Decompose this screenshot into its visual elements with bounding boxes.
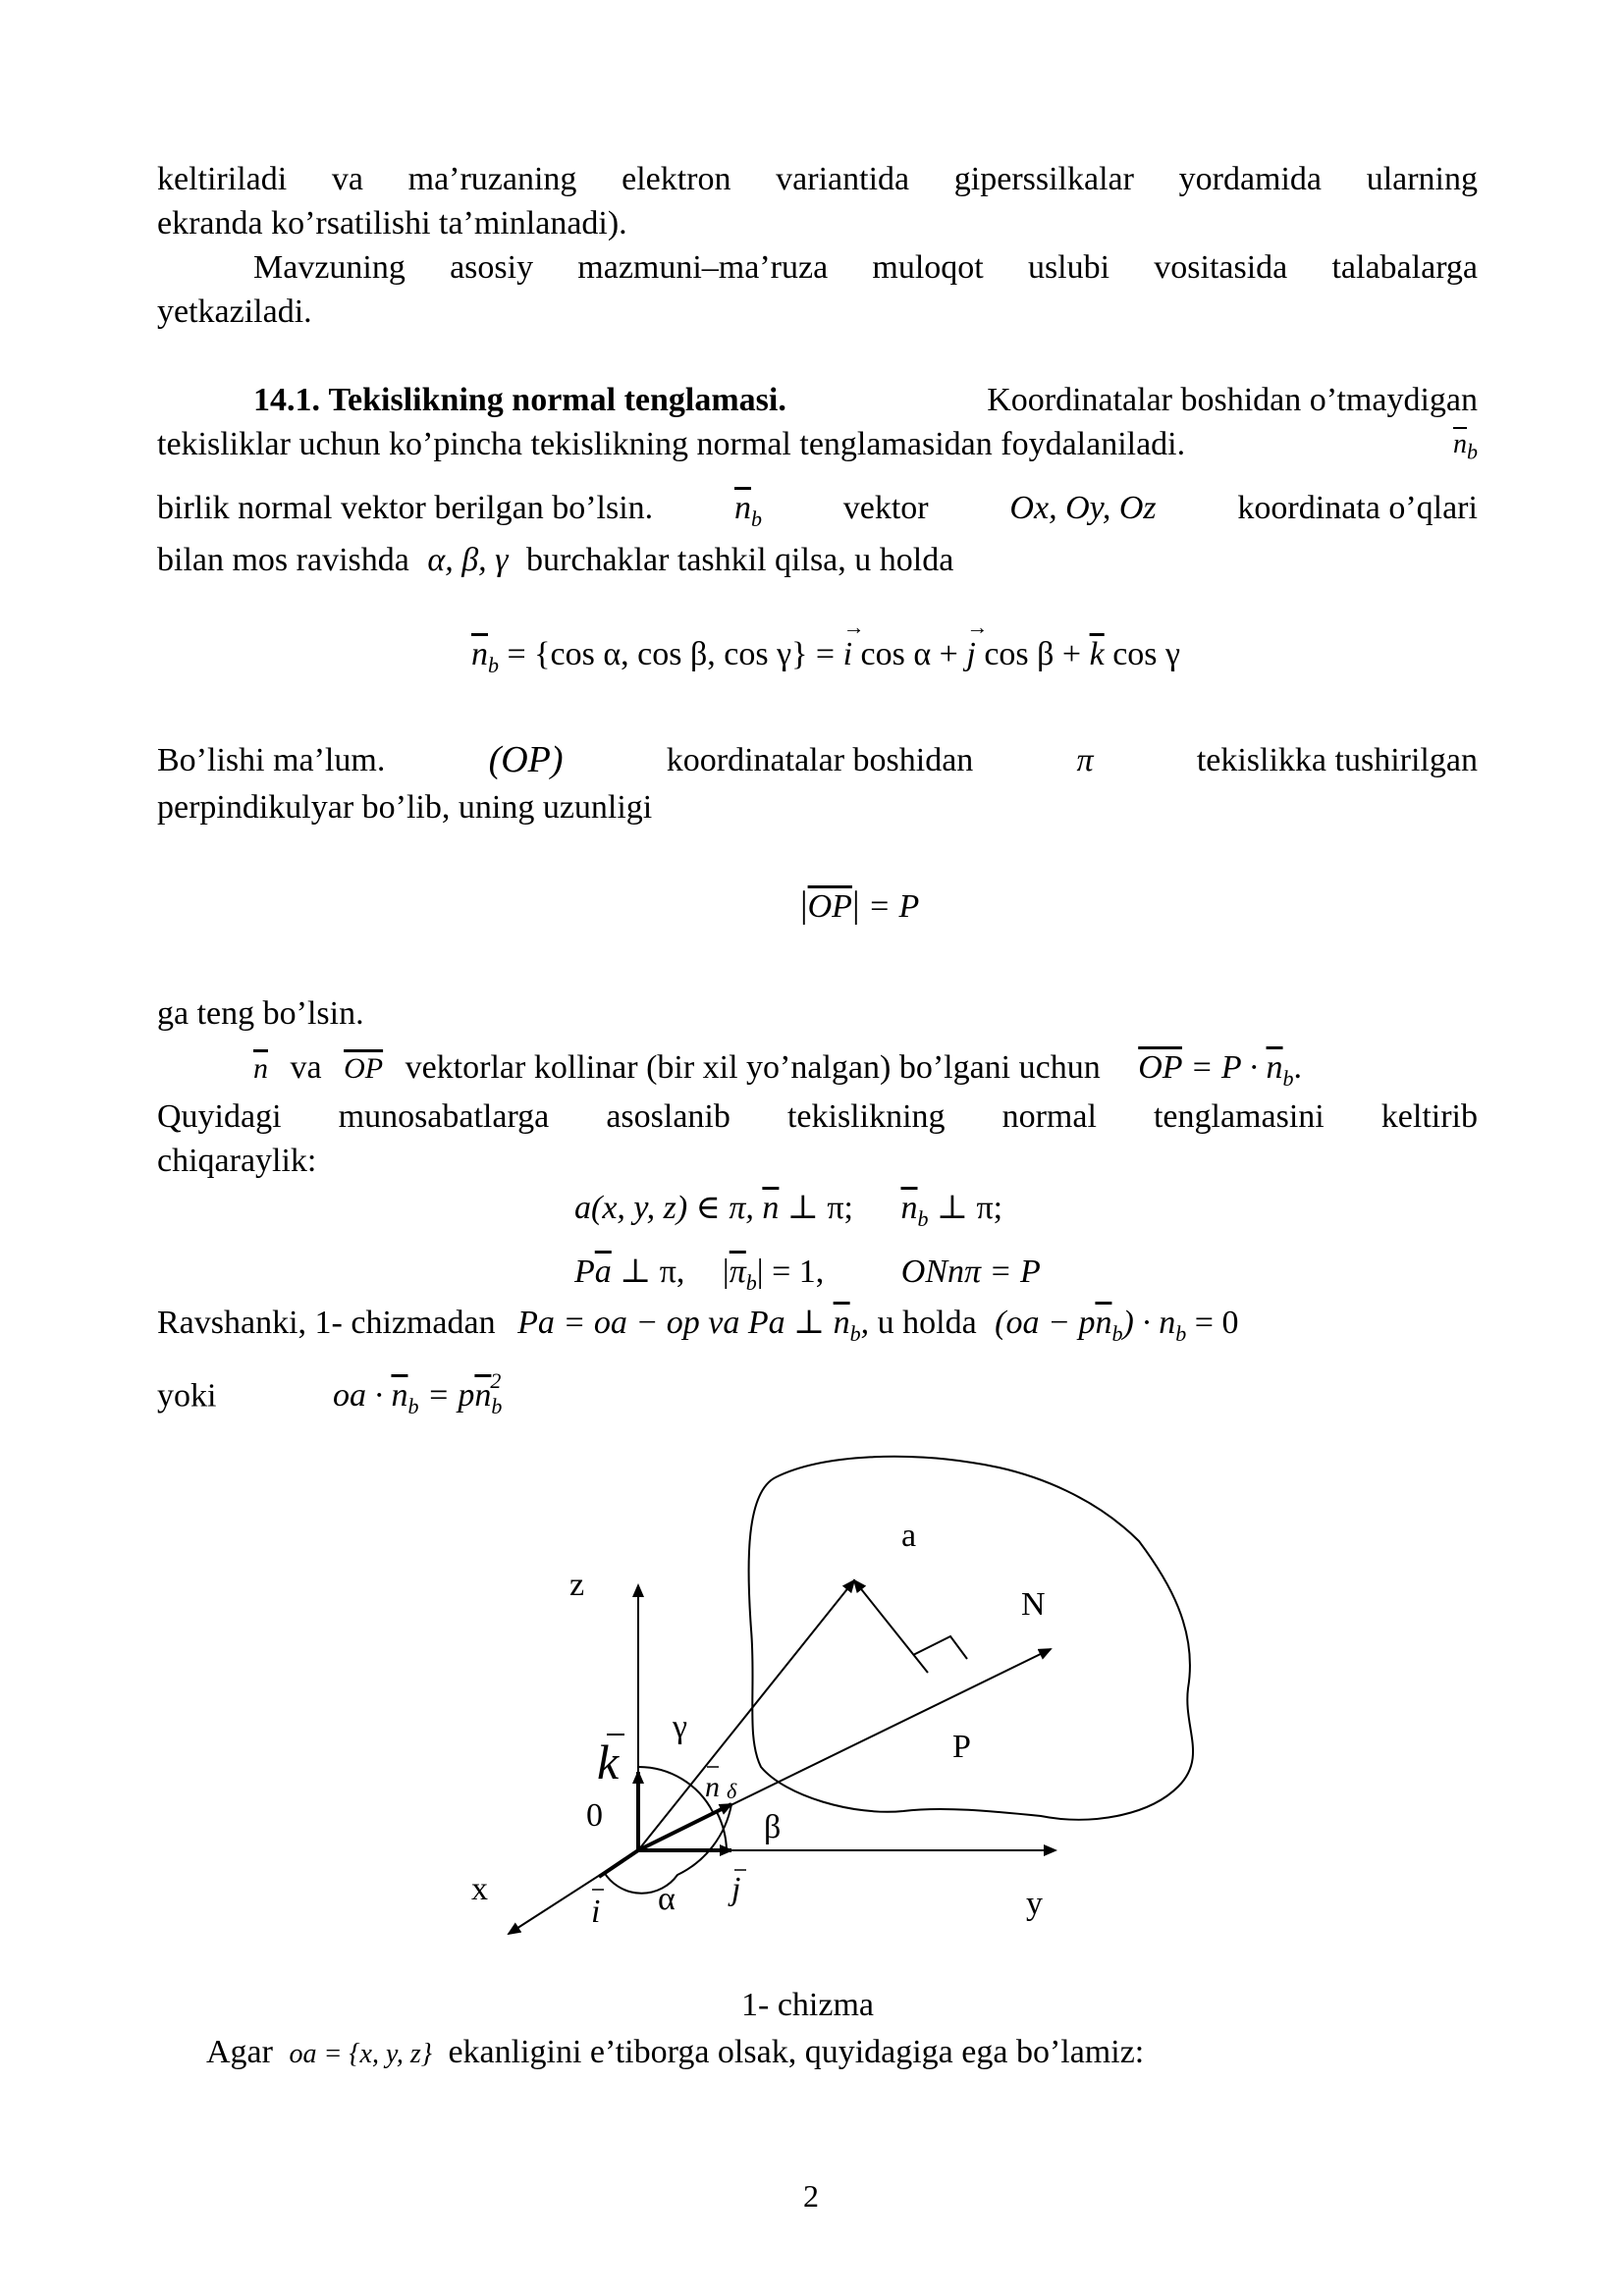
section-title: Tekislikning normal tenglamasi. [328, 382, 786, 418]
label-k: k [597, 1735, 620, 1789]
label-a: a [901, 1518, 917, 1554]
paragraph-text: vektor [842, 490, 929, 526]
label-origin: 0 [586, 1797, 603, 1834]
paragraph-text: tekisliklar uchun ko’pincha tekislikning normal tenglamasidan foydalaniladi. [157, 426, 1186, 462]
right-angle-mark [913, 1636, 967, 1659]
pi-symbol: π [1076, 742, 1094, 778]
paragraph-text: Ravshanki, 1- chizmadan [157, 1305, 496, 1341]
label-N: N [1021, 1586, 1046, 1623]
paragraph-line: keltiriladi va ma’ruzaning elektron variantida giperssilkalar yordamida ularning [157, 161, 1478, 197]
paragraph-text: Agar [206, 2034, 273, 2070]
label-z: z [569, 1567, 585, 1603]
figure-caption: 1- chizma [741, 1987, 874, 2023]
label-alpha: α [658, 1881, 676, 1917]
paragraph-line: Quyidagi munosabatlarga asoslanib tekislikning normal tenglamasini keltirib [157, 1098, 1478, 1135]
paragraph-text: burchaklar tashkil qilsa, u holda [526, 542, 954, 578]
normal-vector-symbol: $\overline{n}_b$ [733, 490, 762, 531]
axes-symbols: Ox, Oy, Oz [1009, 490, 1157, 526]
label-gamma: γ [673, 1709, 688, 1745]
formula-holda: $(oa - p\overline{n}_b) \cdot n_b = 0$ [995, 1305, 1239, 1346]
paragraph-line: ga teng bo’lsin. [157, 995, 364, 1032]
label-n-delta: n [705, 1771, 720, 1803]
paragraph-line: chiqaraylik: [157, 1143, 317, 1179]
paragraph-line: perpindikulyar bo’lib, uning uzunligi [157, 789, 653, 826]
label-j: j [731, 1871, 741, 1907]
formula-relations-1: a(x, y, z) ∈ π, $\overline{n}$ ⊥ π; $\overline{n}_b$ ⊥ π; [574, 1190, 1003, 1231]
paragraph-text: ekanligini e’tiborga olsak, quyidagiga ega bo’lamiz: [448, 2034, 1145, 2070]
angle-symbols: α, β, γ [427, 542, 509, 578]
paragraph-text: Bo’lishi ma’lum. [157, 742, 386, 778]
paragraph-text: Koordinatalar boshidan o’tmaydigan [987, 382, 1478, 418]
page-number: 2 [803, 2178, 819, 2214]
label-x: x [471, 1871, 488, 1907]
paragraph-line: ekranda ko’rsatilishi ta’minlanadi). [157, 205, 627, 241]
n-delta-vector [638, 1804, 731, 1850]
section-number: 14.1. [253, 382, 320, 418]
op-collinear-formula: $\overline{OP} = P \cdot \overline{n}_b$ [1138, 1049, 1294, 1091]
formula-pa: Pa = oa − op va Pa ⊥ $\overline{n}_b$, [517, 1305, 870, 1346]
paragraph-text: koordinata o’qlari [1237, 490, 1478, 526]
paragraph-text: bilan mos ravishda [157, 542, 409, 578]
paragraph-text: u holda [877, 1305, 977, 1341]
formula-op-length: $|\overline{OP}| = P$ [800, 884, 920, 926]
paragraph-line: yetkaziladi. [157, 294, 312, 330]
label-y: y [1026, 1886, 1043, 1922]
op-segment-symbol: (OP) [488, 739, 564, 780]
paragraph-text: yoki [157, 1377, 217, 1415]
normal-vector-symbol: $\overline{n}_b$ [1453, 429, 1478, 464]
paragraph-text: vektorlar kollinar (bir xil yo’nalgan) bo’lgani uchun [405, 1049, 1101, 1086]
formula-oa: oa = {x, y, z} [289, 2039, 432, 2069]
label-delta: δ [727, 1779, 737, 1803]
paragraph-line: Mavzuning asosiy mazmuni–ma’ruza muloqot uslubi vositasida talabalarga [253, 249, 1478, 286]
paragraph-text: birlik normal vektor berilgan bo’lsin. [157, 490, 654, 526]
pa-line [854, 1580, 928, 1673]
oa-line [638, 1580, 854, 1850]
n-symbol: $\overline{n}$ [253, 1052, 268, 1085]
paragraph-text: koordinatalar boshidan [666, 742, 974, 778]
paragraph-text: va [290, 1049, 322, 1086]
plane-outline [749, 1457, 1194, 1820]
formula-yoki: oa · $\overline{n}_b = p\overline{n}_b^2$ [332, 1368, 503, 1419]
label-i: i [591, 1894, 601, 1930]
formula-relations-2: $P\overline{a}$ ⊥ π, $|\overline{\pi}_b| = 1$, ONnπ = P [574, 1254, 1041, 1295]
label-beta: β [764, 1809, 782, 1845]
op-symbol: $\overline{OP}$ [344, 1052, 384, 1085]
paragraph-line: $\overline{n}$ va $\overline{OP}$ vektorlar kollinar (bir xil yo’nalgan) bo’lgani uchun $\overline{OP} = P \cdot \overline{n}_b$. [253, 1049, 1303, 1091]
label-P: P [952, 1729, 971, 1765]
paragraph-text: tekislikka tushirilgan [1196, 742, 1478, 778]
paragraph-line [206, 2030, 1144, 2076]
formula-direction-cosines: $\overline{n}_b = \{\cos$ α, cos β, cos γ} = i → cos α + j → $\cos \beta + \overline{k}$ cos γ [471, 614, 1181, 677]
